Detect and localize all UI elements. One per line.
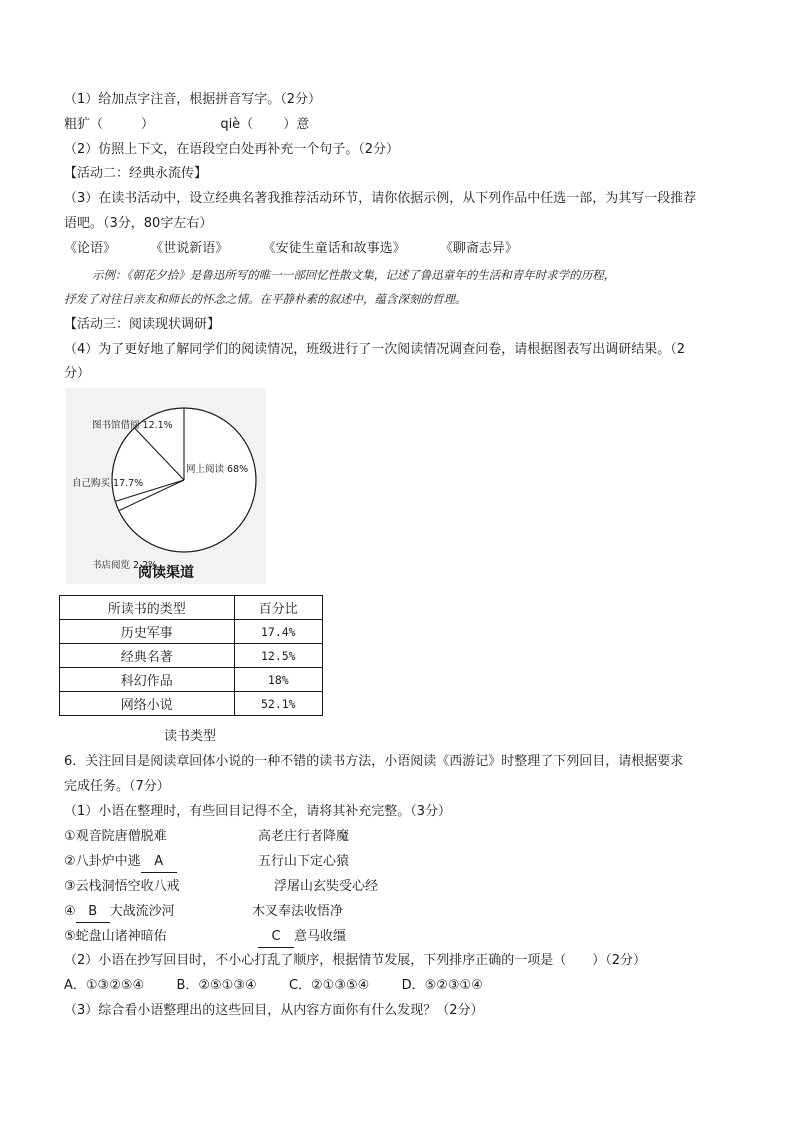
slice-label-online: 网上阅读 68%: [186, 464, 249, 475]
q6-sub2: （2）小语在抄写回目时，不小心打乱了顺序，根据情节发展，下列排序正确的一项是（ ）（2分）: [64, 953, 647, 968]
q3-line1: （3）在读书活动中，设立经典名著我推荐活动环节，请你依据示例，从下列作品中任选一部，为其写一段推荐: [64, 191, 697, 206]
chapter-4-blank-b[interactable]: B: [76, 902, 110, 923]
book-item: 《世说新语》: [150, 241, 229, 256]
slice-label-bookstore: 书店阅览 2.2%: [92, 560, 158, 571]
chapter-5-right: [258, 927, 346, 948]
table-header: 百分比: [234, 596, 322, 620]
chapter-3-right: 浮屠山玄奘受心经: [274, 879, 379, 894]
book-item: 《聊斋志异》: [439, 241, 518, 256]
pie-chart-figure: [66, 388, 266, 584]
table-caption: 读书类型: [164, 729, 217, 744]
q6-line2: 完成任务。（7分）: [64, 779, 170, 794]
table-cell: 52.1%: [234, 692, 322, 716]
table-cell: 科幻作品: [60, 668, 235, 692]
chapter-4-left-pre: ④: [64, 904, 76, 919]
chapter-2-left-text: ②八卦炉中逃: [64, 854, 141, 869]
q1-pinyin: qiè（: [220, 117, 254, 132]
chapter-5-right-post: 意马收缰: [294, 929, 347, 944]
q2-text: （2）仿照上下文，在语段空白处再补充一个句子。（2分）: [64, 142, 400, 157]
q1-word1: 粗犷（: [64, 117, 104, 132]
chapter-4-left-post: 大战流沙河: [109, 904, 175, 919]
table-cell: 18%: [234, 668, 322, 692]
q3-books: [64, 239, 518, 259]
q3-example-line2: 抒发了对往日亲友和师长的怀念之情。在平静朴素的叙述中，蕴含深刻的哲理。: [64, 292, 467, 306]
chapter-1-left: ①观音院唐僧脱难: [64, 829, 167, 844]
chapter-2-left: [64, 852, 177, 873]
chapter-2-right: 五行山下定心猿: [258, 854, 350, 869]
q6-sub1: （1）小语在整理时，有些回目记得不全，请将其补充完整。（3分）: [64, 804, 452, 819]
q3-line2: 语吧。（3分，80字左右）: [64, 216, 213, 231]
activity3-title: 【活动三：阅读现状调研】: [64, 317, 221, 332]
book-item: 《安徒生童话和故事选》: [262, 241, 406, 256]
chapter-3-left: ③云栈洞悟空收八戒: [64, 879, 180, 894]
q1-fill-line: [64, 115, 309, 135]
q1-pinyin-close: ）意: [283, 117, 310, 132]
chapter-4-right: 木叉奉法收悟净: [252, 904, 344, 919]
q4-line1: （4）为了更好地了解同学们的阅读情况，班级进行了一次阅读情况调查问卷，请根据图表写出调研结果。（2: [64, 342, 686, 357]
table-cell: 历史军事: [60, 620, 235, 644]
slice-label-library: 图书馆借阅 12.1%: [92, 420, 173, 431]
q6-sub3: （3）综合看小语整理出的这些回目，从内容方面你有什么发现？（2分）: [64, 1003, 484, 1018]
table-row: [60, 668, 323, 692]
chapter-5-blank-c[interactable]: C: [258, 927, 294, 948]
q6-line1: 6．关注回目是阅读章回体小说的一种不错的读书方法，小语阅读《西游记》时整理了下列回目，请根据要求: [64, 754, 684, 769]
table-header-row: [60, 596, 323, 620]
q6-options: [64, 976, 483, 996]
table-cell: 17.4%: [234, 620, 322, 644]
chapter-1-right: 高老庄行者降魔: [258, 829, 350, 844]
q1-word1-close: ）: [141, 117, 155, 132]
pie-chart: [66, 388, 266, 584]
q3-example-line1: 示例：《朝花夕拾》是鲁迅所写的唯一一部回忆性散文集，记述了鲁迅童年的生活和青年时求学的历程，: [92, 268, 616, 282]
chart-title: 阅读渠道: [138, 565, 194, 581]
chapter-2-blank-a[interactable]: A: [141, 852, 177, 873]
chapter-4-left: [64, 902, 175, 923]
table-cell: 12.5%: [234, 644, 322, 668]
table-row: [60, 644, 323, 668]
option-d[interactable]: D．⑤②③①④: [401, 978, 483, 993]
table-cell: 网络小说: [60, 692, 235, 716]
q1-text: （1）给加点字注音，根据拼音写字。（2分）: [64, 92, 322, 107]
q4-line2: 分）: [64, 366, 91, 381]
table-row: [60, 692, 323, 716]
option-a[interactable]: A．①③②⑤④: [64, 978, 145, 993]
table-cell: 经典名著: [60, 644, 235, 668]
activity2-title: 【活动二：经典永流传】: [64, 166, 208, 181]
chapter-5-left: ⑤蛇盘山诸神暗佑: [64, 929, 167, 944]
table-header: 所读书的类型: [60, 596, 235, 620]
table-row: [60, 620, 323, 644]
book-item: 《论语》: [64, 241, 117, 256]
slice-label-purchase: 自己购买 17.7%: [72, 478, 144, 489]
option-b[interactable]: B．②⑤①③④: [176, 978, 257, 993]
option-c[interactable]: C．②①③⑤④: [288, 978, 370, 993]
reading-type-table: [59, 595, 323, 716]
